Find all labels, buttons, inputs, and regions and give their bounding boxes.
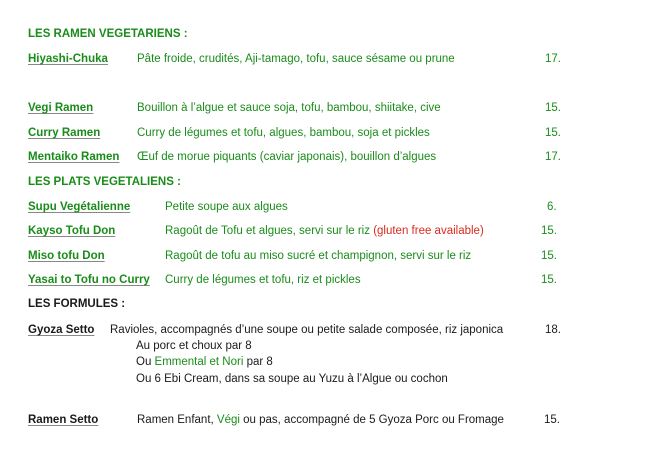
dish-name-miso-tofu-don: Miso tofu Don xyxy=(28,250,105,262)
dish-price: 15. xyxy=(541,250,557,262)
dish-price: 17. xyxy=(545,53,561,65)
dish-name-hiyashi-chuka: Hiyashi-Chuka xyxy=(28,53,108,65)
section-title-ramen-vegetariens: LES RAMEN VEGETARIENS : xyxy=(28,28,188,40)
dish-name-kayso-tofu-don: Kayso Tofu Don xyxy=(28,225,116,237)
dish-description: Pâte froide, crudités, Aji-tamago, tofu, sauce sésame ou prune xyxy=(137,53,455,65)
dish-description: Ragoût de Tofu et algues, servi sur le riz xyxy=(165,225,374,237)
vegi-highlight: Végi xyxy=(216,414,240,426)
dish-price: 15. xyxy=(541,274,557,286)
dish-price: 15. xyxy=(544,414,560,426)
dish-description: Ramen Enfant, xyxy=(137,414,217,426)
dish-name-yasai-to-tofu-no-curry: Yasai to Tofu no Curry xyxy=(28,274,150,286)
dish-name-mentaiko-ramen: Mentaiko Ramen xyxy=(28,151,120,163)
dish-description: ou pas, accompagné de 5 Gyoza Porc ou Fromage xyxy=(239,414,504,426)
gluten-free-note: (gluten free available) xyxy=(373,225,484,237)
option-highlight: Emmental et Nori xyxy=(154,356,244,368)
dish-description-line xyxy=(137,414,504,426)
gyoza-option xyxy=(136,340,252,352)
option-text: par 8 xyxy=(243,356,273,368)
dish-description: Curry de légumes et tofu, algues, bambou, soja et pickles xyxy=(137,127,430,139)
dish-description: Ragoût de tofu au miso sucré et champignon, servi sur le riz xyxy=(165,250,472,262)
option-text: Au porc et choux par 8 xyxy=(136,340,252,352)
dish-price: 15. xyxy=(541,225,557,237)
dish-description: Curry de légumes et tofu, riz et pickles xyxy=(165,274,361,286)
dish-price: 6. xyxy=(547,201,557,213)
dish-name-supu-vegetalienne: Supu Vegétalienne xyxy=(28,201,131,213)
dish-name-vegi-ramen: Vegi Ramen xyxy=(28,102,94,114)
dish-price: 15. xyxy=(545,127,561,139)
dish-price: 18. xyxy=(545,324,561,336)
dish-name-gyoza-setto: Gyoza Setto xyxy=(28,324,95,336)
gyoza-option xyxy=(136,373,448,385)
dish-description: Œuf de morue piquants (caviar japonais), bouillon d’algues xyxy=(137,151,437,163)
dish-description: Bouillon à l’algue et sauce soja, tofu, bambou, shiitake, cive xyxy=(137,102,441,114)
dish-price: 17. xyxy=(545,151,561,163)
dish-description: Ravioles, accompagnés d’une soupe ou petite salade composée, riz japonica xyxy=(110,324,504,336)
gyoza-option xyxy=(136,356,273,368)
dish-name-curry-ramen: Curry Ramen xyxy=(28,127,101,139)
section-title-plats-vegetaliens: LES PLATS VEGETALIENS : xyxy=(28,176,181,188)
dish-description: Petite soupe aux algues xyxy=(165,201,288,213)
dish-description-line xyxy=(165,225,484,237)
option-text: Ou xyxy=(136,356,155,368)
dish-name-ramen-setto: Ramen Setto xyxy=(28,414,99,426)
section-title-formules: LES FORMULES : xyxy=(28,298,126,310)
dish-price: 15. xyxy=(545,102,561,114)
option-text: Ou 6 Ebi Cream, dans sa soupe au Yuzu à l’Algue ou cochon xyxy=(136,373,448,385)
